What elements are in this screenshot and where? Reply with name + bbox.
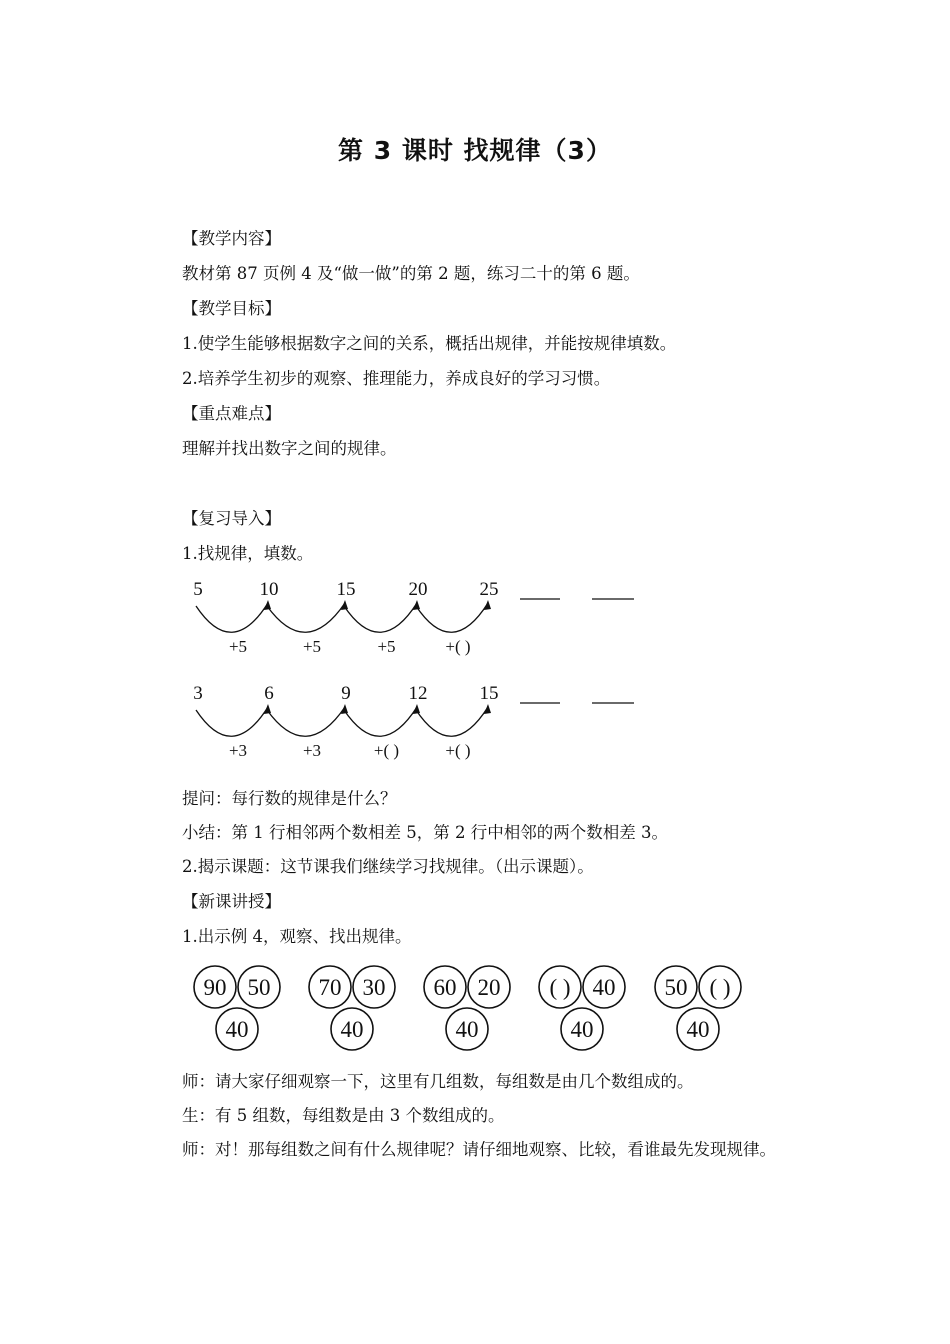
- arc-arrow: [267, 603, 345, 632]
- sequence-figure: [0, 568, 950, 778]
- section-heading-new-lesson: 【新课讲授】: [182, 892, 281, 911]
- step-label: +5: [228, 637, 248, 656]
- sequence-number: 12: [408, 683, 428, 704]
- step-label: +( ): [373, 741, 400, 760]
- student-line-1: 生：有 5 组数，每组数是由 3 个数组成的。: [182, 1106, 505, 1125]
- sequence-number: 3: [193, 683, 203, 704]
- circle-number: 40: [570, 1017, 594, 1042]
- circle-number: 40: [455, 1017, 479, 1042]
- arc-arrow: [344, 707, 417, 736]
- circle-group: [655, 966, 741, 1050]
- key-points-text: 理解并找出数字之间的规律。: [182, 439, 397, 458]
- sequence-number: 25: [479, 579, 499, 600]
- step-label: +( ): [445, 741, 471, 760]
- circle-number: 90: [203, 975, 227, 1000]
- sequence-row: [193, 683, 634, 760]
- arrow-head-icon: [341, 600, 348, 610]
- reveal-topic-text: 2.揭示课题：这节课我们继续学习找规律。（出示课题）。: [182, 857, 594, 876]
- arc-arrow: [196, 603, 268, 632]
- arrow-head-icon: [341, 704, 348, 714]
- circle-number: 70: [318, 975, 342, 1000]
- new-lesson-task-1: 1.出示例 4，观察、找出规律。: [182, 927, 412, 946]
- teacher-line-1: 师：请大家仔细观察一下，这里有几组数，每组数是由几个数组成的。: [182, 1072, 694, 1091]
- summary-text: 小结：第 1 行相邻两个数相差 5，第 2 行中相邻的两个数相差 3。: [182, 823, 668, 842]
- goal-1: 1.使学生能够根据数字之间的关系，概括出规律，并能按规律填数。: [182, 334, 677, 353]
- section-heading-key-points: 【重点难点】: [182, 404, 281, 423]
- circle-number: 40: [340, 1017, 364, 1042]
- circle-number: 50: [664, 975, 688, 1000]
- question-text: 提问：每行数的规律是什么？: [182, 789, 397, 808]
- circle-number: 40: [686, 1017, 710, 1042]
- step-label: +( ): [445, 637, 471, 656]
- goal-2: 2.培养学生初步的观察、推理能力，养成良好的学习习惯。: [182, 369, 611, 388]
- section-heading-goals: 【教学目标】: [182, 299, 281, 318]
- sequence-number: 15: [336, 579, 356, 600]
- arc-arrow: [416, 603, 488, 632]
- arc-arrow: [196, 707, 268, 736]
- content-text: 教材第 87 页例 4 及“做一做”的第 2 题，练习二十的第 6 题。: [182, 264, 640, 283]
- circle-number: 40: [592, 975, 616, 1000]
- section-heading-review: 【复习导入】: [182, 509, 281, 528]
- sequence-number: 6: [264, 683, 274, 704]
- circle-groups-figure: [0, 955, 950, 1065]
- sequence-number: 15: [479, 683, 499, 704]
- arrow-head-icon: [264, 704, 271, 714]
- circle-number: 50: [247, 975, 271, 1000]
- circle-number: ( ): [709, 975, 731, 1000]
- section-heading-content: 【教学内容】: [182, 229, 281, 248]
- arrow-head-icon: [413, 600, 420, 610]
- circle-group: [424, 966, 510, 1050]
- circle-group: [194, 966, 280, 1050]
- review-task-1: 1.找规律，填数。: [182, 544, 314, 563]
- sequence-row: [193, 579, 634, 656]
- step-label: +5: [377, 637, 396, 656]
- page-title: 第 3 课时 找规律（3）: [338, 136, 612, 165]
- sequence-number: 9: [341, 683, 351, 704]
- sequence-number: 5: [193, 579, 203, 600]
- circle-group: [539, 966, 625, 1050]
- arc-arrow: [344, 603, 417, 632]
- circle-number: 60: [433, 975, 457, 1000]
- circle-group: [309, 966, 395, 1050]
- teacher-line-2: 师：对！那每组数之间有什么规律呢？请仔细地观察、比较，看谁最先发现规律。: [182, 1140, 776, 1159]
- arrow-head-icon: [413, 704, 420, 714]
- circle-number: ( ): [549, 975, 571, 1000]
- step-label: +3: [228, 741, 248, 760]
- circle-number: 30: [362, 975, 386, 1000]
- arc-arrow: [416, 707, 488, 736]
- arc-arrow: [267, 707, 345, 736]
- circle-number: 40: [225, 1017, 249, 1042]
- step-label: +3: [302, 741, 322, 760]
- sequence-number: 10: [259, 579, 279, 600]
- arrow-head-icon: [264, 600, 271, 610]
- circle-number: 20: [477, 975, 501, 1000]
- sequence-number: 20: [408, 579, 428, 600]
- arrow-head-icon: [484, 704, 491, 714]
- arrow-head-icon: [484, 600, 491, 610]
- step-label: +5: [302, 637, 322, 656]
